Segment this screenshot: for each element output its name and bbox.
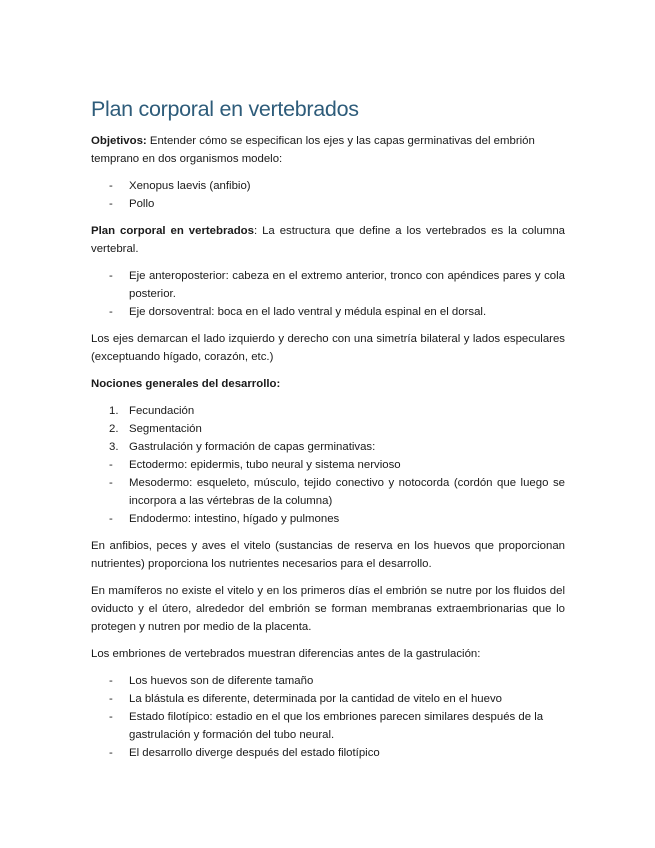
- list-item-text: Los huevos son de diferente tamaño: [129, 675, 314, 687]
- list-item-text: Gastrulación y formación de capas germinativas:: [129, 441, 376, 453]
- list-item: [91, 402, 565, 420]
- objectives-label: Objetivos:: [91, 135, 147, 147]
- list-item-text: Xenopus laevis (anfibio): [129, 180, 251, 192]
- bullet-marker: -: [109, 270, 113, 282]
- list-item: [91, 267, 565, 303]
- symmetry-paragraph: Los ejes demarcan el lado izquierdo y derecho con una simetría bilateral y lados especulares (exceptuando hígado, corazón, etc.): [91, 333, 565, 363]
- list-marker: -: [109, 459, 113, 471]
- list-marker: 2.: [109, 423, 119, 435]
- list-item: [91, 438, 565, 456]
- objectives-paragraph: [91, 132, 565, 168]
- organisms-list: [91, 177, 565, 213]
- body-plan-label: Plan corporal en vertebrados: [91, 225, 254, 237]
- general-notions-heading: [91, 375, 565, 393]
- differences-intro: Los embriones de vertebrados muestran diferencias antes de la gastrulación:: [91, 648, 481, 660]
- bullet-marker: -: [109, 711, 113, 723]
- axes-list: [91, 267, 565, 321]
- list-item: [91, 510, 565, 528]
- general-notions-label: Nociones generales del desarrollo:: [91, 378, 281, 390]
- list-item: [91, 744, 565, 762]
- bullet-marker: -: [109, 675, 113, 687]
- bullet-marker: -: [109, 180, 113, 192]
- list-marker: 1.: [109, 405, 119, 417]
- list-item: [91, 195, 565, 213]
- list-item: [91, 708, 565, 744]
- list-item-text: Pollo: [129, 198, 155, 210]
- list-item: [91, 303, 565, 321]
- bullet-marker: -: [109, 693, 113, 705]
- list-item: [91, 420, 565, 438]
- list-item-text: Fecundación: [129, 405, 195, 417]
- objectives-text: Entender cómo se especifican los ejes y las capas germinativas del embrión temprano en dos organismos modelo:: [91, 135, 535, 165]
- differences-list: [91, 672, 565, 762]
- bullet-marker: -: [109, 198, 113, 210]
- development-steps-list: [91, 402, 565, 528]
- list-item-text: La blástula es diferente, determinada por la cantidad de vitelo en el huevo: [129, 693, 502, 705]
- list-item-text: El desarrollo diverge después del estado filotípico: [129, 747, 380, 759]
- list-marker: -: [109, 513, 113, 525]
- list-item: [91, 690, 565, 708]
- list-item: [91, 672, 565, 690]
- list-item-text: Estado filotípico: estadio en el que los embriones parecen similares después de la gastrulación y formación del tubo neural.: [129, 711, 544, 741]
- list-item-text: Eje anteroposterior: cabeza en el extremo anterior, tronco con apéndices pares y cola posterior.: [129, 270, 565, 300]
- vitelo-paragraph: En anfibios, peces y aves el vitelo (sustancias de reserva en los huevos que proporcionan nutrientes) proporciona los nutrientes necesarios para el desarrollo.: [91, 540, 565, 570]
- mammals-paragraph: En mamíferos no existe el vitelo y en los primeros días el embrión se nutre por los fluidos del oviducto y el útero, alrededor del embrión se forman membranas extraembrionarias que lo protegen y nutren por medio de la placenta.: [91, 585, 565, 633]
- document-content: [91, 95, 565, 771]
- list-item: [91, 474, 565, 510]
- list-item-text: Ectodermo: epidermis, tubo neural y sistema nervioso: [129, 459, 401, 471]
- list-item: [91, 177, 565, 195]
- list-marker: 3.: [109, 441, 119, 453]
- page-title: Plan corporal en vertebrados: [91, 97, 359, 121]
- bullet-marker: -: [109, 306, 113, 318]
- bullet-marker: -: [109, 747, 113, 759]
- list-item-text: Mesodermo: esqueleto, músculo, tejido conectivo y notocorda (cordón que luego se incorpora a las vértebras de la columna): [129, 477, 565, 507]
- list-item-text: Segmentación: [129, 423, 202, 435]
- body-plan-paragraph: [91, 222, 565, 258]
- list-item: [91, 456, 565, 474]
- body-plan-text: : La estructura que define a los vertebrados es la columna vertebral.: [91, 225, 565, 255]
- list-item-text: Endodermo: intestino, hígado y pulmones: [129, 513, 340, 525]
- list-item-text: Eje dorsoventral: boca en el lado ventral y médula espinal en el dorsal.: [129, 306, 487, 318]
- list-marker: -: [109, 477, 113, 489]
